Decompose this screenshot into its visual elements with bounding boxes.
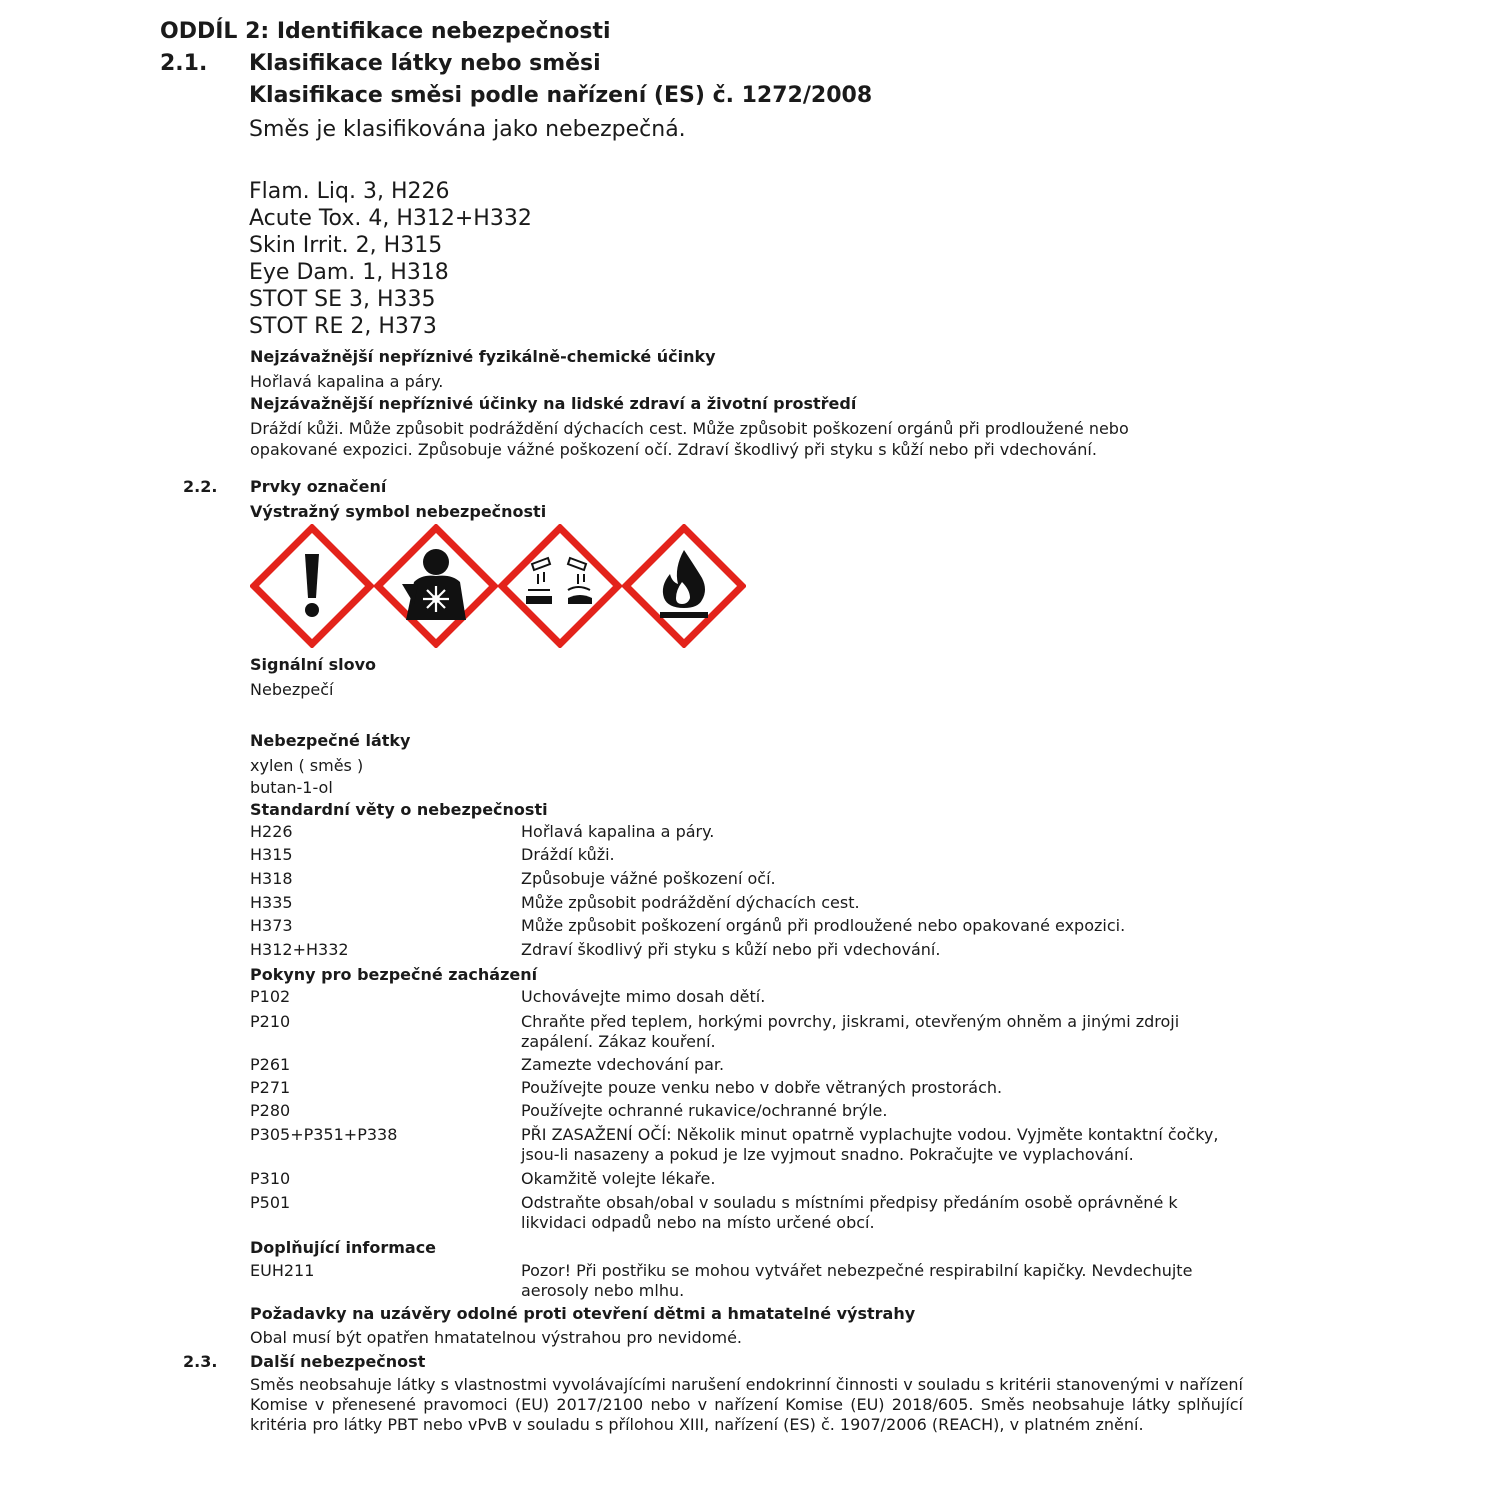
p-text: Používejte pouze venku nebo v dobře větraných prostorách. xyxy=(521,1078,1003,1097)
hazard-class: STOT RE 2, H373 xyxy=(249,314,437,339)
euh-text: Pozor! Při postřiku se mohou vytvářet nebezpečné respirabilní kapičky. Nevdechujte aerosoly nebo mlhu. xyxy=(521,1261,1193,1300)
p-code: P210 xyxy=(250,1012,291,1031)
h-code: H335 xyxy=(250,893,293,912)
section-2-3-title: Další nebezpečnost xyxy=(250,1352,426,1371)
signal-word-heading: Signální slovo xyxy=(250,655,376,674)
p-text: Odstraňte obsah/obal v souladu s místními předpisy předáním osobě oprávněné k likvidaci odpadů nebo na místo určené obcí. xyxy=(521,1193,1178,1232)
hazard-class: Skin Irrit. 2, H315 xyxy=(249,233,443,258)
section-2-2-number: 2.2. xyxy=(183,477,218,496)
h-text: Zdraví škodlivý při styku s kůží nebo při vdechování. xyxy=(521,940,941,959)
classification-subtitle: Klasifikace směsi podle nařízení (ES) č. 1272/2008 xyxy=(249,83,873,108)
flame-icon xyxy=(622,524,746,648)
supplementary-heading: Doplňující informace xyxy=(250,1238,437,1257)
signal-word: Nebezpečí xyxy=(250,680,334,699)
p-text: Uchovávejte mimo dosah dětí. xyxy=(521,987,766,1006)
euh-code: EUH211 xyxy=(250,1261,315,1280)
p-code: P280 xyxy=(250,1101,291,1120)
p-code: P310 xyxy=(250,1169,291,1188)
substances-heading: Nebezpečné látky xyxy=(250,731,411,750)
hazard-class: STOT SE 3, H335 xyxy=(249,287,436,312)
p-code: P102 xyxy=(250,987,291,1006)
h-text: Způsobuje vážné poškození očí. xyxy=(521,869,776,888)
substance-item: butan-1-ol xyxy=(250,778,333,797)
other-hazards-text: Směs neobsahuje látky s vlastnostmi vyvolávajícími narušení endokrinní činnosti v souladu s kritérii stanovenými v nařízení Komise v přenesené pravomoci (EU) 2017/2100 nebo v nařízení Komise (EU) 2018/605. Směs neobsahuje látky splňující kritéria pro látky PBT nebo vPvB v souladu s přílohou XIII, nařízení (ES) č. 1907/2006 (REACH), v platném znění. xyxy=(250,1375,1243,1434)
p-text: Používejte ochranné rukavice/ochranné brýle. xyxy=(521,1101,888,1120)
h-code: H312+H332 xyxy=(250,940,349,959)
p-text: Chraňte před teplem, horkými povrchy, jiskrami, otevřeným ohněm a jinými zdroji zapálení. Zákaz kouření. xyxy=(521,1012,1180,1051)
pictogram-heading: Výstražný symbol nebezpečnosti xyxy=(250,502,547,521)
section-2-1-number: 2.1. xyxy=(160,51,208,76)
section-title: ODDÍL 2: Identifikace nebezpečnosti xyxy=(160,19,611,44)
h-text: Dráždí kůži. xyxy=(521,845,615,864)
p-code: P261 xyxy=(250,1055,291,1074)
health-text-line: Dráždí kůži. Může způsobit podráždění dýchacích cest. Může způsobit poškození orgánů při prodloužené nebo xyxy=(250,419,1129,438)
section-2-3-number: 2.3. xyxy=(183,1352,218,1371)
classification-statement: Směs je klasifikována jako nebezpečná. xyxy=(249,117,686,142)
hazard-class: Flam. Liq. 3, H226 xyxy=(249,179,450,204)
h-text: Může způsobit poškození orgánů při prodloužené nebo opakované expozici. xyxy=(521,916,1126,935)
h-text: Hořlavá kapalina a páry. xyxy=(521,822,715,841)
p-code: P501 xyxy=(250,1193,291,1212)
health-text-line: opakované expozici. Způsobuje vážné poškození očí. Zdraví škodlivý při styku s kůží nebo při vdechování. xyxy=(250,440,1097,459)
substance-item: xylen ( směs ) xyxy=(250,756,364,775)
h-text: Může způsobit podráždění dýchacích cest. xyxy=(521,893,860,912)
h-code: H226 xyxy=(250,822,293,841)
health-heading: Nejzávažnější nepříznivé účinky na lidské zdraví a životní prostředí xyxy=(250,394,857,413)
h-statements-heading: Standardní věty o nebezpečnosti xyxy=(250,800,548,819)
physchem-text: Hořlavá kapalina a páry. xyxy=(250,372,444,391)
hazard-class: Eye Dam. 1, H318 xyxy=(249,260,449,285)
p-code: P305+P351+P338 xyxy=(250,1125,398,1144)
p-text: Zamezte vdechování par. xyxy=(521,1055,725,1074)
section-2-1-title: Klasifikace látky nebo směsi xyxy=(249,51,601,76)
hazard-class: Acute Tox. 4, H312+H332 xyxy=(249,206,532,231)
p-statements-heading: Pokyny pro bezpečné zacházení xyxy=(250,965,538,984)
health-hazard-icon xyxy=(374,524,498,648)
closure-heading: Požadavky na uzávěry odolné proti otevření dětmi a hmatatelné výstrahy xyxy=(250,1304,916,1323)
h-code: H315 xyxy=(250,845,293,864)
p-text: PŘI ZASAŽENÍ OČÍ: Několik minut opatrně vyplachujte vodou. Vyjměte kontaktní čočky, jsou-li nasazeny a pokud je lze vyjmout snadno. Pokračujte ve vyplachování. xyxy=(521,1125,1219,1164)
exclamation-mark-icon xyxy=(250,524,374,648)
closure-text: Obal musí být opatřen hmatatelnou výstrahou pro nevidomé. xyxy=(250,1328,743,1347)
p-text: Okamžitě volejte lékaře. xyxy=(521,1169,716,1188)
h-code: H318 xyxy=(250,869,293,888)
h-code: H373 xyxy=(250,916,293,935)
p-code: P271 xyxy=(250,1078,291,1097)
corrosion-icon xyxy=(498,524,622,648)
section-2-2-title: Prvky označení xyxy=(250,477,387,496)
physchem-heading: Nejzávažnější nepříznivé fyzikálně-chemické účinky xyxy=(250,347,716,366)
